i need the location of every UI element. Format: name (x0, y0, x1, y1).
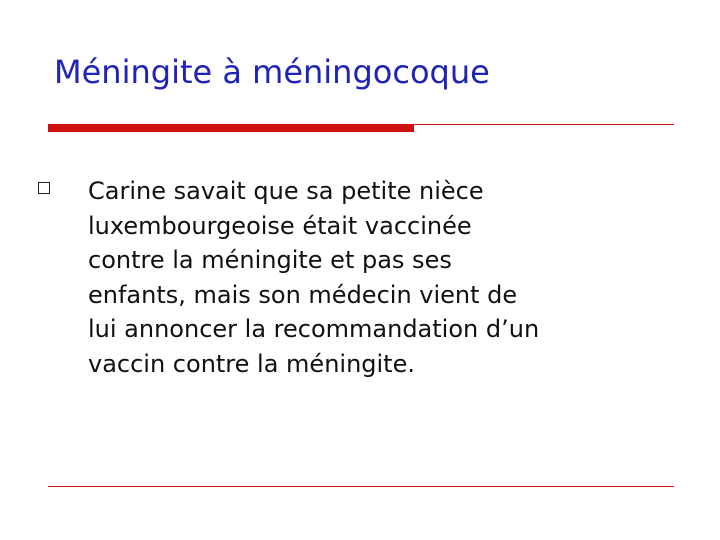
bullet-line-6: vaccin contre la méningite. (88, 349, 415, 378)
slide-title: Méningite à méningocoque (54, 53, 490, 91)
hollow-square-bullet-icon (38, 182, 50, 194)
bullet-line-3: contre la méningite et pas ses (88, 246, 452, 274)
title-underline-thin (414, 124, 674, 125)
footer-rule (48, 486, 674, 487)
bullet-line-2: luxembourgeoise était vaccinée (88, 211, 472, 240)
bullet-line-4: enfants, mais son médecin vient de (88, 280, 518, 309)
bullet-text (88, 174, 668, 381)
title-underline-thick (48, 124, 414, 132)
bullet-line-5: lui annoncer la recommandation d’un (88, 315, 540, 343)
bullet-line-1: Carine savait que sa petite nièce (88, 177, 484, 205)
